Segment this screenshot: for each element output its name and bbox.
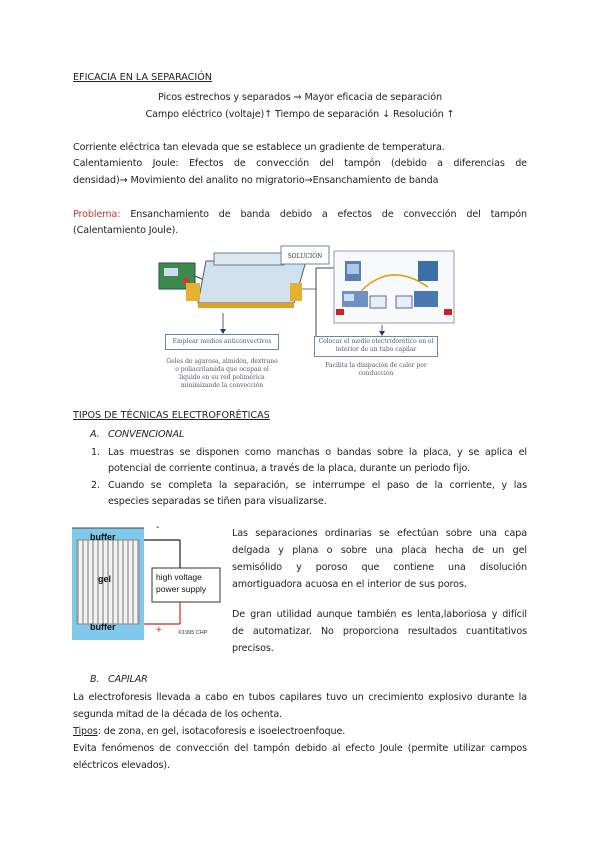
side-paragraph: Las separaciones ordinarias se efectúan sobre una capa bbox=[232, 528, 527, 539]
list-number: 2. bbox=[91, 480, 100, 491]
paragraph: Calentamiento Joule: Efectos de convección del tampón (debido a diferencias de bbox=[73, 158, 527, 169]
power-supply-label-1: high voltage bbox=[156, 572, 202, 582]
solucion-label: SOLUCIÓN bbox=[287, 253, 323, 260]
list-item: Cuando se completa la separación, se interrumpe el paso de la corriente, y las bbox=[108, 480, 527, 491]
paragraph: La electroforesis llevada a cabo en tubos capilares tuvo un crecimiento explosivo durante la bbox=[73, 692, 527, 703]
list-number: 1. bbox=[91, 447, 100, 458]
problem-label: Problema: bbox=[73, 209, 121, 220]
list-item: especies separadas se tiñen para visualizarse. bbox=[108, 496, 327, 507]
paragraph: segunda mitad de la década de los ochenta. bbox=[73, 709, 283, 720]
paragraph: Corriente eléctrica tan elevada que se establece un gradiente de temperatura. bbox=[73, 142, 445, 153]
paragraph: (Calentamiento Joule). bbox=[73, 225, 179, 236]
power-supply-label-2: power supply bbox=[156, 584, 207, 594]
caption-geles: Geles de agarosa, almidón, dextrano o poliacrilamida que ocupan el líquido en su red polimérica minimizando la convección bbox=[166, 358, 278, 389]
side-paragraph: amortiguadora acuosa en el interior de sus poros. bbox=[232, 579, 467, 590]
paragraph: eléctricos elevados). bbox=[73, 760, 170, 771]
side-paragraph: de automatizar. No proporciona resultados cuantitativos bbox=[232, 626, 527, 637]
text-line: Campo eléctrico (voltaje)↑ Tiempo de separación ↓ Resolución ↑ bbox=[145, 109, 455, 120]
list-label: B. bbox=[90, 674, 100, 685]
heading-tipos: TIPOS DE TÉCNICAS ELECTROFORÉTICAS bbox=[73, 410, 270, 421]
subheading-capilar: CAPILAR bbox=[108, 674, 148, 685]
tipos-label: Tipos bbox=[73, 726, 98, 737]
box-capilar: Colocar el medio electroforético en el interior de un tubo capilar bbox=[314, 336, 438, 357]
side-paragraph: delgada y plana o sobre una placa hecha de un gel bbox=[232, 545, 527, 556]
side-paragraph: semisólido y poroso que contiene una disolución bbox=[232, 562, 527, 573]
text-line: Picos estrechos y separados ⇒ Mayor eficacia de separación bbox=[157, 92, 442, 103]
list-item: potencial de corriente continua, a través de la placa, durante un periodo fijo. bbox=[108, 463, 470, 474]
side-paragraph: De gran utilidad aunque también es lenta,laboriosa y difícil bbox=[232, 609, 527, 620]
side-paragraph: precisos. bbox=[232, 643, 274, 654]
paragraph: densidad)→ Movimiento del analito no migratorio→Ensanchamiento de banda bbox=[73, 175, 439, 186]
detector-icon bbox=[418, 261, 438, 281]
minus-sign: - bbox=[156, 522, 160, 533]
list-item: Las muestras se disponen como manchas o bandas sobre la placa, y se aplica el bbox=[108, 447, 527, 458]
list-label: A. bbox=[90, 429, 100, 440]
gel-diagram bbox=[72, 522, 224, 640]
buffer-top-label: buffer bbox=[90, 532, 116, 542]
tipos-line: Tipos: de zona, en gel, isotacoforesis e isoelectroenfoque. bbox=[73, 726, 346, 737]
gel-label: gel bbox=[98, 574, 112, 584]
caption-disipacion: Facilita la disipación de calor por conducción bbox=[325, 362, 427, 377]
gel-tray-icon bbox=[198, 261, 306, 303]
subheading-convencional: CONVENCIONAL bbox=[108, 429, 185, 440]
problem-line: Problema: Ensanchamiento de banda debido a efectos de convección del tampón bbox=[73, 209, 527, 220]
heading-eficacia: EFICACIA EN LA SEPARACIÓN bbox=[73, 72, 212, 83]
paragraph: Evita fenómenos de convección del tampón debido al efecto Joule (permite utilizar campos bbox=[73, 743, 527, 754]
buffer-bottom-label: buffer bbox=[90, 622, 116, 632]
box-anticonvectivos: Emplear medios anticonvectivos bbox=[165, 334, 279, 350]
plus-sign: + bbox=[156, 625, 162, 636]
copyright-label: ©1995 CHP bbox=[178, 630, 208, 636]
